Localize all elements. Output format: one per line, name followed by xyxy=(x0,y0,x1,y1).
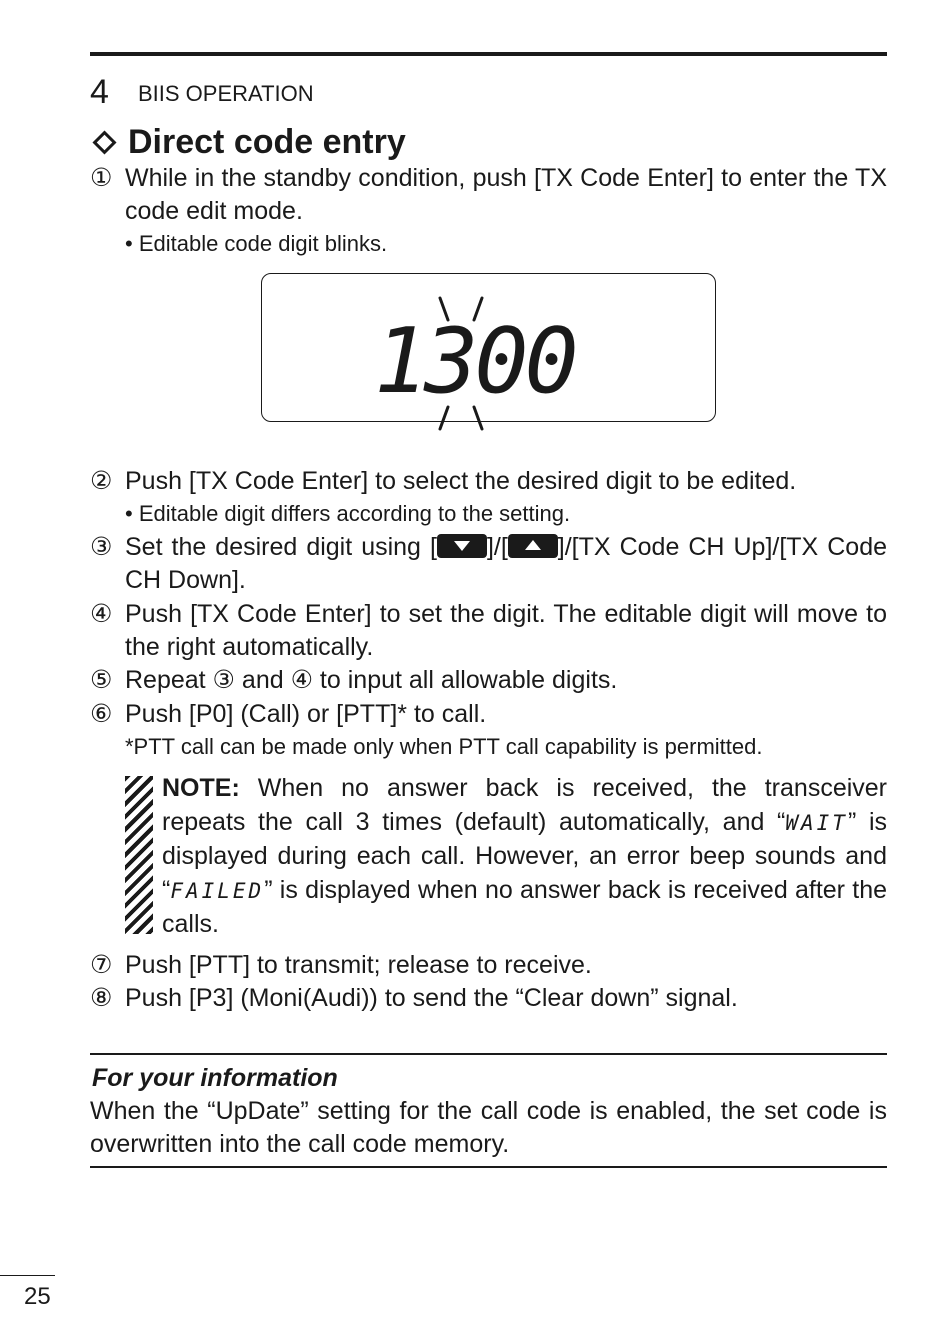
step-text: Push [P3] (Moni(Audi)) to send the “Clear down” signal. xyxy=(125,984,738,1012)
step-text: Push [TX Code Enter] to set the digit. The editable digit will move to the right automatically. xyxy=(125,600,887,661)
step-5 xyxy=(90,664,887,697)
step-7 xyxy=(90,949,887,982)
step-text: Push [P0] (Call) or [PTT]* to call. xyxy=(125,700,487,728)
step-6 xyxy=(90,698,887,731)
step-8 xyxy=(90,982,887,1015)
step-number: ⑦ xyxy=(90,951,113,979)
step-text: Set the desired digit using [ ]/[ ]/[TX Code CH Up]/[TX Code CH Down]. xyxy=(125,533,888,594)
step-6-note: *PTT call can be made only when PTT call capability is permitted. xyxy=(125,734,763,759)
step-1 xyxy=(90,162,887,228)
step-number: ⑧ xyxy=(90,984,113,1012)
section-title xyxy=(90,120,406,164)
step-text: Repeat ③ and ④ to input all allowable digits. xyxy=(125,666,618,694)
up-arrow-key-icon xyxy=(508,534,558,558)
step-number: ② xyxy=(90,467,113,495)
step-text: While in the standby condition, push [TX Code Enter] to enter the TX code edit mode. xyxy=(125,164,887,225)
page-number-rule xyxy=(0,1275,55,1276)
note-hatch-icon xyxy=(125,776,153,934)
info-rule-bottom xyxy=(90,1166,887,1168)
step-2-note: • Editable digit differs according to the setting. xyxy=(125,501,571,526)
lcd-display xyxy=(261,273,716,422)
note-text: NOTE: When no answer back is received, the transceiver repeats the call 3 times (default) automatically, and “WAIT” is displayed during each call. However, an error beep sounds and “FAILED” is displayed when no answer back is received after the calls. xyxy=(162,774,888,938)
step-number: ④ xyxy=(90,600,113,628)
lcd-digits xyxy=(262,274,714,454)
step-number: ① xyxy=(90,164,113,192)
step-4 xyxy=(90,598,887,664)
lcd-digit-text: 1300 xyxy=(374,309,575,414)
step-number: ⑥ xyxy=(90,700,113,728)
section-title-text: Direct code entry xyxy=(128,123,406,161)
info-text: When the “UpDate” setting for the call code is enabled, the set code is overwritten into the call code memory. xyxy=(90,1097,887,1158)
chapter-title: BIIS OPERATION xyxy=(138,81,314,106)
note-label: NOTE: xyxy=(162,774,240,802)
step-number: ⑤ xyxy=(90,666,113,694)
step-3 xyxy=(90,531,887,597)
step-1-note: • Editable code digit blinks. xyxy=(125,231,388,256)
diamond-icon xyxy=(92,130,116,154)
info-rule-top xyxy=(90,1053,887,1055)
wait-lcd-word: WAIT xyxy=(785,810,848,835)
step-2 xyxy=(90,465,887,498)
step-text: Push [PTT] to transmit; release to receive. xyxy=(125,951,592,979)
header-rule xyxy=(90,52,887,56)
failed-lcd-word: FAILED xyxy=(170,878,265,903)
down-arrow-key-icon xyxy=(437,534,487,558)
info-title: For your information xyxy=(92,1064,338,1092)
chapter-number: 4 xyxy=(90,73,109,111)
page-number: 25 xyxy=(24,1283,51,1310)
step-text: Push [TX Code Enter] to select the desired digit to be edited. xyxy=(125,467,797,495)
step-number: ③ xyxy=(90,533,113,561)
